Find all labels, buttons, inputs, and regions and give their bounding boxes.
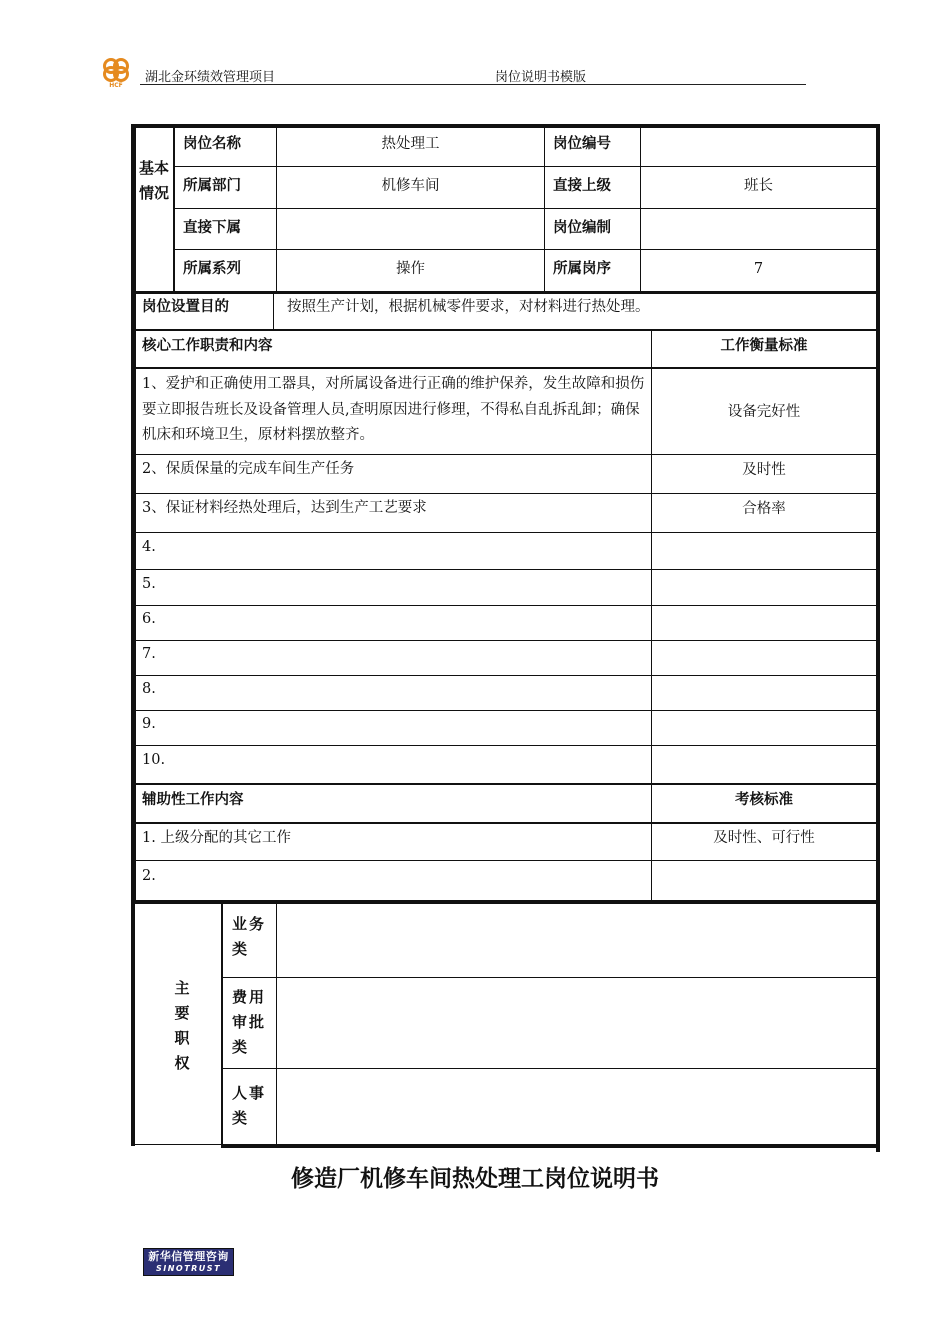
hcf-logo — [100, 56, 138, 88]
sequence-label: 所属岗序 — [553, 261, 611, 277]
line — [135, 1144, 221, 1145]
core-duty-3: 3、保证材料经热处理后，达到生产工艺要求 — [142, 500, 427, 516]
sinotrust-logo-cn: 新华信管理咨询 — [148, 1250, 229, 1263]
core-duty-9: 9. — [142, 716, 156, 732]
sinotrust-logo — [143, 1248, 234, 1276]
department-value: 机修车间 — [381, 178, 440, 194]
authority-expense-label: 费用审批类 — [232, 988, 267, 1056]
position-name-value: 热处理工 — [381, 136, 440, 152]
border-top — [131, 124, 880, 128]
line — [135, 640, 876, 641]
line — [221, 904, 223, 1146]
basic-info-label: 基本情况 — [138, 159, 169, 202]
headcount-label: 岗位编制 — [553, 220, 611, 236]
aux-duties-header: 辅助性工作内容 — [142, 792, 244, 808]
core-duty-1: 1、爱护和正确使用工器具，对所属设备进行正确的维护保养，发生故障和损伤要立即报告班长及设备管理人员,查明原因进行修理，不得私自乱拆乱卸；确保机床和环境卫生，原材料摆放整齐。 — [142, 376, 645, 443]
header-doc-type: 岗位说明书模版 — [495, 70, 587, 85]
core-standard-1: 设备完好性 — [727, 404, 801, 420]
line — [544, 128, 545, 291]
purpose-label: 岗位设置目的 — [142, 299, 229, 315]
core-standard-2: 及时性 — [742, 462, 786, 478]
document-title: 修造厂机修车间热处理工岗位说明书 — [291, 1166, 659, 1192]
aux-standard-1: 及时性、可行性 — [713, 830, 815, 846]
header-rule — [140, 84, 806, 85]
line — [135, 675, 876, 676]
authority-business-label: 业务类 — [232, 915, 267, 958]
subordinate-label: 直接下属 — [183, 220, 241, 236]
position-name-label: 岗位名称 — [183, 136, 241, 152]
svg-text:HCF: HCF — [109, 82, 123, 88]
line — [175, 208, 876, 209]
border-right — [876, 124, 880, 1152]
line — [175, 166, 876, 167]
line — [223, 977, 876, 978]
inner-left-line — [135, 128, 136, 902]
line — [135, 454, 876, 455]
line — [135, 605, 876, 606]
core-duty-6: 6. — [142, 611, 156, 627]
authority-hr-label: 人事类 — [232, 1084, 267, 1127]
line — [135, 860, 876, 861]
core-duty-10: 10. — [142, 752, 166, 768]
series-value: 操作 — [396, 261, 425, 277]
line — [135, 900, 876, 904]
core-duty-5: 5. — [142, 576, 156, 592]
line — [135, 532, 876, 533]
header-project-name: 湖北金环绩效管理项目 — [145, 70, 276, 85]
sinotrust-logo-en: SINOTRUST — [155, 1264, 222, 1273]
line — [173, 128, 175, 292]
page-header — [100, 52, 806, 88]
core-duty-8: 8. — [142, 681, 156, 697]
position-no-label: 岗位编号 — [553, 136, 611, 152]
line — [276, 904, 277, 1146]
line — [135, 367, 876, 369]
core-duty-7: 7. — [142, 646, 156, 662]
aux-standard-header: 考核标准 — [735, 792, 793, 808]
series-label: 所属系列 — [183, 261, 241, 277]
core-standard-3: 合格率 — [742, 501, 786, 517]
line — [135, 493, 876, 494]
core-duties-header: 核心工作职责和内容 — [142, 338, 273, 354]
authority-label: 主要职权 — [174, 979, 190, 1072]
aux-duty-1: 1. 上级分配的其它工作 — [142, 830, 291, 846]
department-label: 所属部门 — [183, 178, 241, 194]
line — [135, 569, 876, 570]
line — [273, 294, 274, 330]
aux-duty-2: 2. — [142, 868, 156, 884]
line — [135, 783, 876, 785]
line — [135, 710, 876, 711]
border-bottom — [221, 1144, 880, 1148]
line — [135, 293, 876, 294]
core-standard-header: 工作衡量标准 — [720, 338, 808, 354]
line — [175, 249, 876, 250]
sequence-value: 7 — [753, 261, 764, 277]
line — [135, 822, 876, 824]
superior-label: 直接上级 — [553, 178, 611, 194]
superior-value: 班长 — [744, 178, 773, 194]
purpose-text: 按照生产计划，根据机械零件要求，对材料进行热处理。 — [287, 299, 650, 315]
core-duty-2: 2、保质保量的完成车间生产任务 — [142, 461, 355, 477]
job-description-form — [131, 124, 880, 1152]
line — [223, 1068, 876, 1069]
line — [135, 329, 876, 331]
line — [135, 745, 876, 746]
core-duty-4: 4. — [142, 539, 156, 555]
